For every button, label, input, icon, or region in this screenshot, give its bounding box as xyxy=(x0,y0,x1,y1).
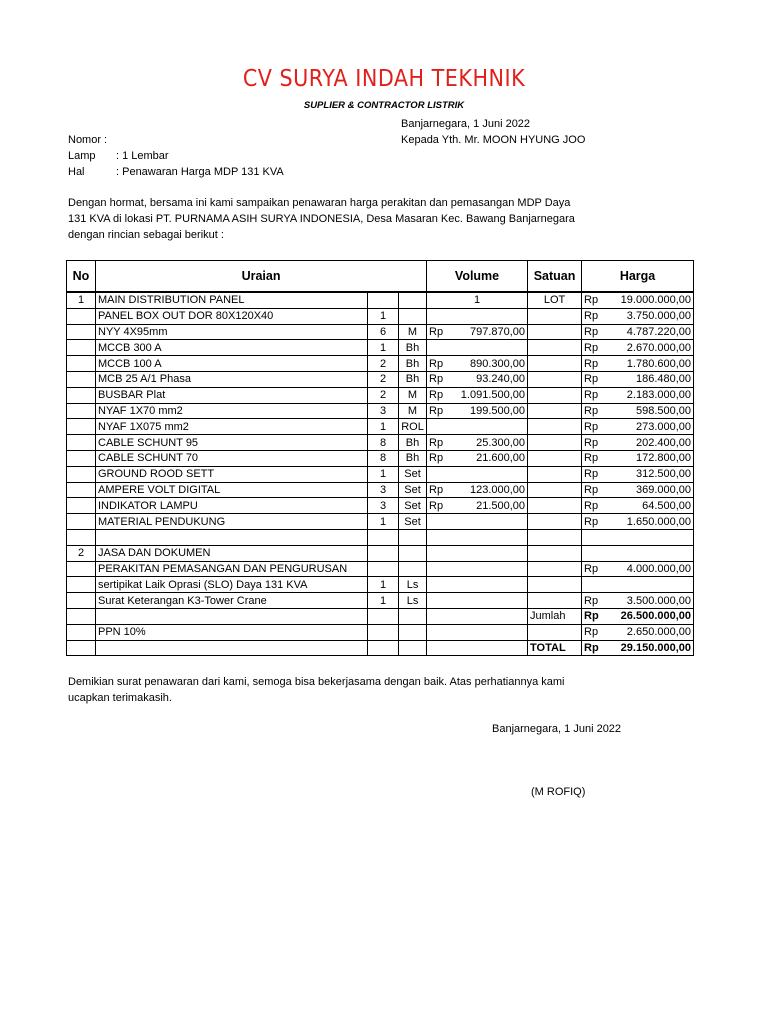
line-total-amount: 273.000,00 xyxy=(635,420,692,433)
table-row xyxy=(67,450,694,466)
unit-price xyxy=(427,498,528,514)
volume-satuan xyxy=(528,356,582,372)
volume-satuan xyxy=(528,514,582,530)
item-quantity: 1 xyxy=(368,593,399,609)
line-total-amount: 4.000.000,00 xyxy=(626,562,692,575)
volume-satuan xyxy=(528,324,582,340)
volume-satuan xyxy=(528,340,582,356)
line-total xyxy=(582,450,694,466)
item-satuan: LOT xyxy=(528,292,582,308)
row-number xyxy=(67,640,96,656)
line-total-amount: 4.787.220,00 xyxy=(626,325,692,338)
row-number xyxy=(67,561,96,577)
item-quantity xyxy=(368,292,399,308)
signature-date: Banjarnegara, 1 Juni 2022 xyxy=(492,723,622,735)
item-unit: Bh xyxy=(399,340,427,356)
table-row xyxy=(67,466,694,482)
line-total-currency: Rp xyxy=(584,452,599,465)
row-number xyxy=(67,356,96,372)
item-unit: Set xyxy=(399,498,427,514)
line-total xyxy=(582,624,694,640)
item-description xyxy=(96,640,368,656)
unit-price-currency: Rp xyxy=(429,357,444,370)
unit-price-amount: 93.240,00 xyxy=(476,373,526,386)
item-unit: Set xyxy=(399,466,427,482)
row-number xyxy=(67,593,96,609)
item-description xyxy=(96,608,368,624)
unit-price-currency: Rp xyxy=(429,483,444,496)
nomor-label: Nomor : xyxy=(68,134,108,146)
unit-price-currency: Rp xyxy=(429,325,444,338)
unit-price xyxy=(427,340,528,356)
row-number xyxy=(67,482,96,498)
item-description: MAIN DISTRIBUTION PANEL xyxy=(96,292,368,308)
unit-price xyxy=(427,308,528,324)
unit-price xyxy=(427,514,528,530)
hal-label: Hal xyxy=(68,166,85,178)
line-total xyxy=(582,514,694,530)
table-row xyxy=(67,624,694,640)
item-description: NYY 4X95mm xyxy=(96,324,368,340)
offer-table xyxy=(66,260,694,656)
item-unit: Set xyxy=(399,482,427,498)
line-total-currency: Rp xyxy=(584,436,599,449)
item-quantity: 1 xyxy=(368,466,399,482)
item-unit: Bh xyxy=(399,356,427,372)
line-total-currency: Rp xyxy=(584,389,599,402)
table-row xyxy=(67,340,694,356)
item-unit xyxy=(399,308,427,324)
row-number xyxy=(67,577,96,593)
line-total xyxy=(582,419,694,435)
line-total xyxy=(582,340,694,356)
table-row xyxy=(67,498,694,514)
signer-name: (M ROFIQ) xyxy=(531,786,586,798)
hal-line xyxy=(68,166,284,178)
row-number xyxy=(67,450,96,466)
volume-satuan xyxy=(528,593,582,609)
line-total-currency: Rp xyxy=(584,483,599,496)
intro-line-3: dengan rincian sebagai berikut : xyxy=(68,229,224,241)
unit-price-currency: Rp xyxy=(429,499,444,512)
table-row xyxy=(67,561,694,577)
unit-price-currency: Rp xyxy=(429,436,444,449)
line-total xyxy=(582,435,694,451)
table-row xyxy=(67,371,694,387)
table-row xyxy=(67,435,694,451)
volume-satuan xyxy=(528,308,582,324)
item-quantity: 1 xyxy=(368,419,399,435)
line-total-currency: Rp xyxy=(584,594,599,607)
line-total xyxy=(582,324,694,340)
line-total xyxy=(582,482,694,498)
item-quantity: 2 xyxy=(368,371,399,387)
item-description: PPN 10% xyxy=(96,624,368,640)
row-number xyxy=(67,371,96,387)
line-total-currency: Rp xyxy=(584,626,599,639)
line-total-currency: Rp xyxy=(584,373,599,386)
item-description: AMPERE VOLT DIGITAL xyxy=(96,482,368,498)
table-row xyxy=(67,356,694,372)
item-quantity xyxy=(368,561,399,577)
line-total xyxy=(582,466,694,482)
line-total-currency: Rp xyxy=(584,341,599,354)
unit-price xyxy=(427,419,528,435)
unit-price-currency: Rp xyxy=(429,452,444,465)
item-quantity: 3 xyxy=(368,403,399,419)
line-total-amount: 2.650.000,00 xyxy=(626,626,692,639)
line-total-amount: 598.500,00 xyxy=(635,404,692,417)
table-row xyxy=(67,577,694,593)
unit-price xyxy=(427,324,528,340)
unit-price xyxy=(427,450,528,466)
item-unit: M xyxy=(399,403,427,419)
header-volume: Volume xyxy=(427,261,528,293)
header-satuan: Satuan xyxy=(528,261,582,293)
row-number xyxy=(67,435,96,451)
table-row xyxy=(67,608,694,624)
volume-satuan xyxy=(528,545,582,561)
volume-satuan xyxy=(528,403,582,419)
item-description: JASA DAN DOKUMEN xyxy=(96,545,368,561)
row-number: 1 xyxy=(67,292,96,308)
volume-satuan xyxy=(528,450,582,466)
volume-satuan xyxy=(528,419,582,435)
unit-price xyxy=(427,356,528,372)
unit-price xyxy=(427,545,528,561)
lamp-label: Lamp xyxy=(68,150,96,162)
line-total-amount: 1.780.600,00 xyxy=(626,357,692,370)
unit-price xyxy=(427,561,528,577)
unit-price xyxy=(427,529,528,545)
line-total xyxy=(582,529,694,545)
volume-satuan xyxy=(528,466,582,482)
table-row xyxy=(67,419,694,435)
item-unit xyxy=(399,624,427,640)
item-quantity: 6 xyxy=(368,324,399,340)
item-unit xyxy=(399,640,427,656)
volume-satuan xyxy=(528,387,582,403)
item-unit xyxy=(399,529,427,545)
table-row xyxy=(67,529,694,545)
table-row xyxy=(67,482,694,498)
line-total-amount: 369.000,00 xyxy=(635,483,692,496)
volume-satuan xyxy=(528,371,582,387)
item-quantity: 1 xyxy=(368,340,399,356)
item-quantity xyxy=(368,624,399,640)
line-total xyxy=(582,356,694,372)
item-description: PANEL BOX OUT DOR 80X120X40 xyxy=(96,308,368,324)
item-description: MCB 25 A/1 Phasa xyxy=(96,371,368,387)
item-unit: M xyxy=(399,324,427,340)
company-name: CV SURYA INDAH TEKHNIK xyxy=(242,66,526,92)
item-description: NYAF 1X075 mm2 xyxy=(96,419,368,435)
item-unit: M xyxy=(399,387,427,403)
item-unit: Ls xyxy=(399,577,427,593)
volume-satuan xyxy=(528,561,582,577)
item-unit xyxy=(399,608,427,624)
line-total-amount: 3.500.000,00 xyxy=(626,594,692,607)
line-total-currency: Rp xyxy=(584,325,599,338)
row-number: 2 xyxy=(67,545,96,561)
item-quantity: 1 xyxy=(368,308,399,324)
item-description: BUSBAR Plat xyxy=(96,387,368,403)
item-quantity: 1 xyxy=(368,577,399,593)
row-number xyxy=(67,340,96,356)
item-unit: Bh xyxy=(399,450,427,466)
line-total xyxy=(582,308,694,324)
row-number xyxy=(67,529,96,545)
item-quantity: 8 xyxy=(368,450,399,466)
item-description: MCCB 300 A xyxy=(96,340,368,356)
header-no: No xyxy=(67,261,96,293)
line-total-currency: Rp xyxy=(584,641,599,654)
unit-price-amount: 123.000,00 xyxy=(469,483,526,496)
unit-price xyxy=(427,640,528,656)
unit-price-amount: 21.500,00 xyxy=(476,499,526,512)
item-unit: Set xyxy=(399,514,427,530)
line-total-currency: Rp xyxy=(584,404,599,417)
closing-line-1: Demikian surat penawaran dari kami, semoga bisa bekerjasama dengan baik. Atas perhatiannya kami xyxy=(68,676,565,688)
line-total xyxy=(582,640,694,656)
line-total-currency: Rp xyxy=(584,294,599,307)
row-number xyxy=(67,608,96,624)
line-total-amount: 312.500,00 xyxy=(635,468,692,481)
unit-price xyxy=(427,482,528,498)
table-row xyxy=(67,593,694,609)
summary-label: Jumlah xyxy=(528,608,582,624)
item-unit: Bh xyxy=(399,371,427,387)
item-unit: Bh xyxy=(399,435,427,451)
line-total xyxy=(582,577,694,593)
row-number xyxy=(67,308,96,324)
line-total-amount: 64.500,00 xyxy=(642,499,692,512)
unit-price-amount: 797.870,00 xyxy=(469,325,526,338)
line-total-amount: 3.750.000,00 xyxy=(626,310,692,323)
lamp-value: : 1 Lembar xyxy=(116,150,169,162)
table-row xyxy=(67,640,694,656)
item-quantity xyxy=(368,545,399,561)
letter-date: Banjarnegara, 1 Juni 2022 xyxy=(401,118,531,130)
item-unit: ROL xyxy=(399,419,427,435)
unit-price xyxy=(427,593,528,609)
table-row xyxy=(67,308,694,324)
intro-line-1: Dengan hormat, bersama ini kami sampaikan penawaran harga perakitan dan pemasangan MDP Daya xyxy=(68,197,571,209)
item-quantity xyxy=(368,640,399,656)
line-total xyxy=(582,387,694,403)
closing-line-2: ucapkan terimakasih. xyxy=(68,692,172,704)
unit-price xyxy=(427,624,528,640)
item-description: MATERIAL PENDUKUNG xyxy=(96,514,368,530)
item-description: GROUND ROOD SETT xyxy=(96,466,368,482)
line-total-amount: 172.800,00 xyxy=(635,452,692,465)
header-uraian: Uraian xyxy=(96,261,427,293)
item-quantity: 3 xyxy=(368,498,399,514)
line-total xyxy=(582,593,694,609)
row-number xyxy=(67,387,96,403)
line-total-amount: 26.500.000,00 xyxy=(620,610,692,623)
table-row xyxy=(67,403,694,419)
table-header-row xyxy=(67,261,694,293)
line-total xyxy=(582,608,694,624)
header-harga: Harga xyxy=(582,261,694,293)
unit-price xyxy=(427,577,528,593)
lamp-line xyxy=(68,150,169,162)
item-volume: 1 xyxy=(427,292,528,308)
line-total-currency: Rp xyxy=(584,499,599,512)
line-total xyxy=(582,371,694,387)
summary-label: TOTAL xyxy=(528,640,582,656)
unit-price xyxy=(427,387,528,403)
table-row xyxy=(67,324,694,340)
row-number xyxy=(67,498,96,514)
company-tagline: SUPLIER & CONTRACTOR LISTRIK xyxy=(303,100,465,111)
item-description: Surat Keterangan K3-Tower Crane xyxy=(96,593,368,609)
volume-satuan xyxy=(528,435,582,451)
item-unit xyxy=(399,545,427,561)
line-total xyxy=(582,292,694,308)
unit-price xyxy=(427,608,528,624)
line-total-amount: 29.150.000,00 xyxy=(620,641,692,654)
line-total-currency: Rp xyxy=(584,468,599,481)
row-number xyxy=(67,324,96,340)
unit-price xyxy=(427,466,528,482)
unit-price-amount: 1.091.500,00 xyxy=(460,389,526,402)
item-description: INDIKATOR LAMPU xyxy=(96,498,368,514)
unit-price-amount: 25.300,00 xyxy=(476,436,526,449)
line-total-currency: Rp xyxy=(584,610,599,623)
volume-satuan xyxy=(528,482,582,498)
line-total-amount: 2.670.000,00 xyxy=(626,341,692,354)
unit-price-currency: Rp xyxy=(429,404,444,417)
row-number xyxy=(67,514,96,530)
item-quantity xyxy=(368,608,399,624)
item-quantity: 2 xyxy=(368,356,399,372)
line-total-amount: 202.400,00 xyxy=(635,436,692,449)
row-number xyxy=(67,624,96,640)
table-row xyxy=(67,514,694,530)
unit-price-currency: Rp xyxy=(429,389,444,402)
line-total-amount: 19.000.000,00 xyxy=(620,294,692,307)
recipient: Kepada Yth. Mr. MOON HYUNG JOO xyxy=(401,134,586,146)
item-unit xyxy=(399,561,427,577)
item-quantity xyxy=(368,529,399,545)
item-quantity: 2 xyxy=(368,387,399,403)
line-total xyxy=(582,545,694,561)
unit-price-amount: 890.300,00 xyxy=(469,357,526,370)
row-number xyxy=(67,419,96,435)
line-total-currency: Rp xyxy=(584,420,599,433)
row-number xyxy=(67,466,96,482)
line-total-currency: Rp xyxy=(584,310,599,323)
line-total-amount: 1.650.000,00 xyxy=(626,515,692,528)
item-description: CABLE SCHUNT 95 xyxy=(96,435,368,451)
item-description: CABLE SCHUNT 70 xyxy=(96,450,368,466)
item-quantity: 1 xyxy=(368,514,399,530)
row-number xyxy=(67,403,96,419)
table-row xyxy=(67,387,694,403)
unit-price-amount: 199.500,00 xyxy=(469,404,526,417)
line-total-currency: Rp xyxy=(584,515,599,528)
item-unit: Ls xyxy=(399,593,427,609)
table-row xyxy=(67,545,694,561)
unit-price xyxy=(427,371,528,387)
item-description: PERAKITAN PEMASANGAN DAN PENGURUSAN xyxy=(96,561,368,577)
line-total xyxy=(582,498,694,514)
table-row xyxy=(67,292,694,308)
line-total-currency: Rp xyxy=(584,357,599,370)
line-total-currency: Rp xyxy=(584,562,599,575)
volume-satuan xyxy=(528,498,582,514)
line-total-amount: 186.480,00 xyxy=(635,373,692,386)
unit-price xyxy=(427,403,528,419)
item-quantity: 3 xyxy=(368,482,399,498)
volume-satuan xyxy=(528,529,582,545)
unit-price-currency: Rp xyxy=(429,373,444,386)
unit-price xyxy=(427,435,528,451)
volume-satuan xyxy=(528,624,582,640)
item-quantity: 8 xyxy=(368,435,399,451)
item-description xyxy=(96,529,368,545)
item-description: sertipikat Laik Oprasi (SLO) Daya 131 KVA xyxy=(96,577,368,593)
item-unit xyxy=(399,292,427,308)
intro-line-2: 131 KVA di lokasi PT. PURNAMA ASIH SURYA INDONESIA, Desa Masaran Kec. Bawang Banjarnegara xyxy=(68,213,575,225)
line-total xyxy=(582,403,694,419)
volume-satuan xyxy=(528,577,582,593)
item-description: MCCB 100 A xyxy=(96,356,368,372)
hal-value: : Penawaran Harga MDP 131 KVA xyxy=(116,166,284,178)
unit-price-amount: 21.600,00 xyxy=(476,452,526,465)
line-total-amount: 2.183.000,00 xyxy=(626,389,692,402)
item-description: NYAF 1X70 mm2 xyxy=(96,403,368,419)
line-total xyxy=(582,561,694,577)
